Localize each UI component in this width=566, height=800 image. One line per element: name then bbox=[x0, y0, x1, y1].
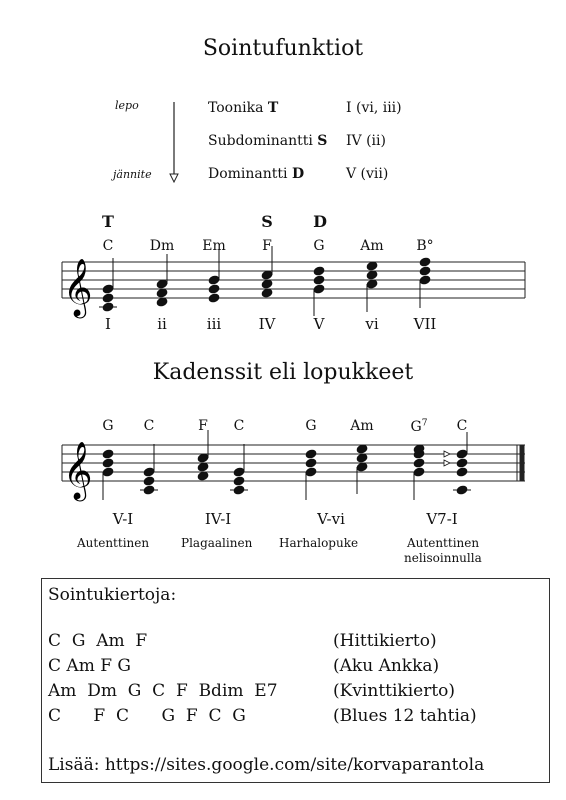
function-subdominant-name bbox=[208, 133, 327, 149]
cadence-chord-name: C bbox=[233, 418, 245, 434]
progression-name: (Aku Ankka) bbox=[333, 656, 440, 676]
scale-chord-name: G bbox=[313, 238, 325, 254]
cadence-chord-name: G bbox=[305, 418, 317, 434]
function-name: Subdominantti bbox=[208, 133, 313, 149]
cadence-name: Harhalopuke bbox=[279, 536, 359, 550]
function-dominant-degrees: V (vii) bbox=[346, 166, 389, 182]
treble-clef-icon: 𝄞 bbox=[63, 258, 93, 316]
rest-label: lepo bbox=[115, 99, 139, 112]
cadence-staff bbox=[62, 445, 525, 481]
scale-chord-name: F bbox=[262, 238, 272, 254]
function-tonic-degrees: I (vi, iii) bbox=[346, 100, 402, 116]
more-link[interactable]: Lisää: https://sites.google.com/site/korvaparantola bbox=[48, 755, 485, 775]
progression-chords: C G Am F bbox=[48, 631, 148, 651]
function-subdominant-degrees: IV (ii) bbox=[346, 133, 386, 149]
progressions-box bbox=[41, 578, 550, 783]
roman-numeral: vi bbox=[365, 315, 379, 333]
page-title: Sointufunktiot bbox=[202, 36, 364, 61]
function-tonic-name bbox=[208, 100, 278, 116]
progression-chords: C F C G F C G bbox=[48, 706, 246, 726]
progression-name: (Hittikierto) bbox=[333, 631, 437, 651]
cadence-roman: V7-I bbox=[426, 510, 458, 528]
scale-chord-name: Em bbox=[202, 238, 226, 254]
scale-chord-name: Dm bbox=[149, 238, 175, 254]
function-dominant-name bbox=[208, 166, 304, 182]
roman-numeral: I bbox=[105, 315, 111, 333]
cadence-chord-name: Am bbox=[350, 418, 374, 434]
cadence-name: nelisoinnulla bbox=[404, 551, 482, 565]
subdominant-mark: S bbox=[261, 212, 273, 231]
progressions-heading: Sointukiertoja: bbox=[48, 585, 177, 605]
function-name: Toonika bbox=[208, 100, 264, 116]
dominant-mark: D bbox=[313, 212, 327, 231]
cadence-roman: V-vi bbox=[317, 510, 345, 528]
cadence-name: Autenttinen bbox=[407, 536, 480, 550]
scale-chord-name: B° bbox=[416, 238, 434, 254]
cadence-chord-name: C bbox=[143, 418, 155, 434]
scale-staff bbox=[62, 262, 525, 298]
roman-numeral: IV bbox=[258, 315, 276, 333]
cadence-chord-name: G bbox=[102, 418, 114, 434]
tonic-mark: T bbox=[102, 212, 114, 231]
cadences-title: Kadenssit eli lopukkeet bbox=[152, 360, 414, 385]
cadence-name: Autenttinen bbox=[77, 536, 150, 550]
cadence-chords bbox=[102, 430, 471, 500]
cadence-name: Plagaalinen bbox=[181, 536, 253, 550]
scale-chord-name: C bbox=[102, 238, 114, 254]
tension-arrow-icon bbox=[170, 102, 178, 182]
roman-numeral: V bbox=[313, 315, 325, 333]
cadence-chord-name: C bbox=[456, 418, 468, 434]
roman-numeral: iii bbox=[206, 315, 222, 333]
progression-name: (Kvinttikierto) bbox=[333, 681, 456, 701]
g7-display: $G^7$ bbox=[410, 418, 428, 435]
treble-clef-icon: 𝄞 bbox=[63, 441, 93, 499]
function-symbol: D bbox=[291, 166, 305, 182]
cadence-roman: V-I bbox=[112, 510, 134, 528]
progression-chords: C Am F G bbox=[48, 656, 131, 676]
roman-numeral: VII bbox=[413, 315, 437, 333]
cadence-chord-name bbox=[399, 418, 439, 435]
roman-numeral: ii bbox=[157, 315, 167, 333]
function-name: Dominantti bbox=[208, 166, 288, 182]
cadence-chord-name: F bbox=[198, 418, 208, 434]
progression-name: (Blues 12 tahtia) bbox=[333, 706, 477, 726]
tension-label: jännite bbox=[113, 168, 152, 181]
function-symbol: S bbox=[317, 133, 328, 149]
scale-chord-name: Am bbox=[360, 238, 384, 254]
scale-chords bbox=[99, 246, 431, 316]
function-symbol: T bbox=[267, 100, 279, 116]
cadence-roman: IV-I bbox=[204, 510, 232, 528]
progression-chords: Am Dm G C F Bdim E7 bbox=[48, 681, 278, 701]
